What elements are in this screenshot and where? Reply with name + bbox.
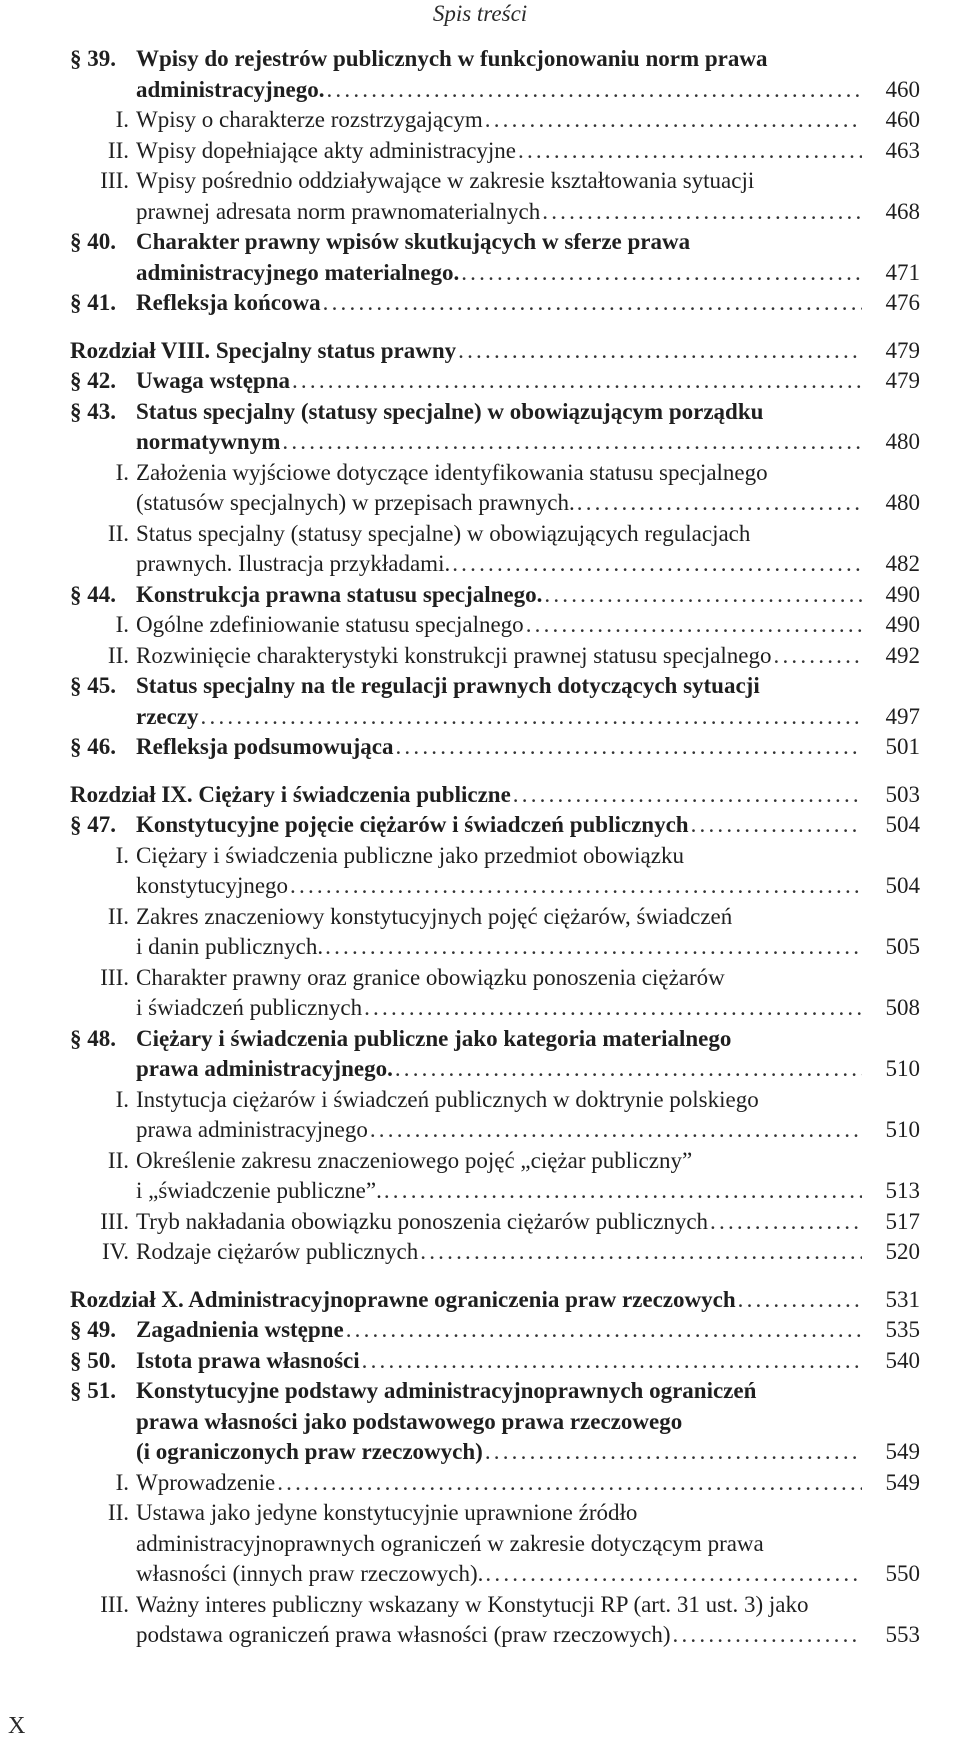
dot-leader (710, 1207, 862, 1238)
table-of-contents (70, 44, 920, 1651)
toc-section (70, 1315, 920, 1346)
toc-subsection (70, 105, 920, 136)
toc-entry-number: § 42. (70, 368, 116, 393)
toc-entry-number: § 48. (70, 1025, 116, 1051)
toc-subsection (70, 1237, 920, 1268)
toc-entry-title-line: prawnych. Ilustracja przykładami. (136, 551, 451, 576)
toc-entry-title-line: Ciężary i świadczenia publiczne jako przedmiot obowiązku (136, 842, 684, 868)
toc-entry-title (136, 902, 920, 963)
toc-page-number: 504 (885, 812, 920, 837)
toc-page-number: 517 (885, 1208, 920, 1234)
toc-page-number: 531 (885, 1286, 920, 1312)
toc-page-number: 510 (885, 1117, 920, 1142)
dot-leader (542, 197, 862, 228)
toc-section (70, 397, 920, 458)
toc-page-number: 460 (885, 107, 920, 132)
dot-leader (384, 1176, 862, 1207)
toc-subsection (70, 641, 920, 672)
dot-leader (485, 105, 862, 136)
toc-page-number: 550 (885, 1561, 920, 1586)
toc-subsection (70, 136, 920, 167)
toc-entry-title-line: (statusów specjalnych) w przepisach prawnych. (136, 490, 575, 515)
toc-entry-title-line: Ciężary i świadczenia publiczne jako kategoria materialnego (136, 1025, 732, 1051)
toc-entry-number: II. (107, 1147, 129, 1173)
toc-page-number: 549 (885, 1439, 920, 1464)
toc-page-number: 480 (885, 429, 920, 454)
toc-entry-title-line: Rozdział IX. Ciężary i świadczenia publiczne (70, 781, 511, 807)
toc-section (70, 44, 920, 105)
toc-entry-title (136, 641, 920, 672)
toc-page-number: 553 (885, 1622, 920, 1647)
dot-leader (485, 1559, 862, 1590)
toc-entry-title-line: Wpisy do rejestrów publicznych w funkcjonowaniu norm prawa (136, 46, 768, 71)
toc-entry-title-line: Rozdział VIII. Specjalny status prawny (70, 337, 457, 363)
toc-subsection (70, 610, 920, 641)
toc-entry-title (136, 732, 920, 763)
dot-leader (201, 702, 862, 733)
toc-entry-title-line: administracyjnoprawnych ograniczeń w zakresie dotyczącym prawa (136, 1530, 764, 1556)
toc-entry-title-line: administracyjnego materialnego. (136, 259, 460, 285)
toc-entry-title-line: Ważny interes publiczny wskazany w Konstytucji RP (art. 31 ust. 3) jako (136, 1591, 809, 1617)
toc-entry-title-line: Refleksja podsumowująca (136, 734, 394, 759)
toc-page-number: 497 (885, 703, 920, 729)
toc-entry-number: I. (115, 459, 129, 485)
toc-entry-number: § 51. (70, 1378, 116, 1403)
toc-subsection (70, 1498, 920, 1590)
toc-page-number: 490 (885, 581, 920, 607)
toc-entry-title (136, 1024, 920, 1085)
toc-entry-number: III. (100, 1208, 129, 1234)
toc-entry-number: I. (115, 612, 129, 637)
toc-entry-title-line: konstytucyjnego (136, 873, 289, 898)
toc-entry-title (136, 1085, 920, 1146)
toc-entry-title (136, 288, 920, 319)
toc-entry-title-line: Konstytucyjne pojęcie ciężarów i świadczeń publicznych (136, 812, 689, 837)
toc-entry-title-line: Uwaga wstępna (136, 368, 290, 393)
toc-entry-title (136, 610, 920, 641)
toc-chapter (70, 780, 920, 811)
toc-section (70, 1024, 920, 1085)
toc-entry-title-line: administracyjnego. (136, 76, 325, 102)
dot-leader (774, 641, 863, 672)
toc-entry-title-line: podstawa ograniczeń prawa własności (praw rzeczowych) (136, 1622, 671, 1647)
toc-subsection (70, 519, 920, 580)
toc-entry-title-line: Charakter prawny wpisów skutkujących w sferze prawa (136, 229, 691, 254)
toc-entry-title-line: Konstrukcja prawna statusu specjalnego. (136, 581, 543, 607)
toc-entry-number: I. (115, 842, 129, 868)
toc-entry-title-line: Rodzaje ciężarów publicznych (136, 1239, 419, 1264)
toc-entry-title-line: Status specjalny na tle regulacji prawnych dotyczących sytuacji (136, 673, 760, 698)
toc-page-number: 505 (885, 934, 920, 959)
dot-leader (420, 1237, 862, 1268)
toc-entry-title-line: Zakres znaczeniowy konstytucyjnych pojęć ciężarów, świadczeń (136, 903, 733, 929)
toc-entry-title-line: Wprowadzenie (136, 1469, 276, 1495)
toc-section (70, 580, 920, 611)
dot-leader (282, 427, 862, 458)
toc-subsection (70, 1468, 920, 1499)
toc-subsection (70, 1146, 920, 1207)
toc-entry-title (136, 1315, 920, 1346)
page-folio: X (8, 1713, 26, 1739)
dot-leader (370, 1115, 862, 1146)
toc-page-number: 520 (885, 1239, 920, 1264)
toc-entry-title-line: Rozwinięcie charakterystyki konstrukcji prawnej statusu specjalnego (136, 642, 772, 668)
toc-entry-title (136, 366, 920, 397)
toc-entry-title-line: Charakter prawny oraz granice obowiązku ponoszenia ciężarów (136, 964, 725, 990)
dot-leader (577, 488, 862, 519)
toc-entry-title (136, 458, 920, 519)
toc-subsection (70, 902, 920, 963)
toc-section (70, 1346, 920, 1377)
toc-entry-number: II. (107, 1500, 129, 1525)
toc-entry-title-line: Określenie zakresu znaczeniowego pojęć „ciężar publiczny” (136, 1147, 693, 1173)
toc-entry-title-line: prawnej adresata norm prawnomaterialnych (136, 198, 541, 224)
toc-entry-title (136, 841, 920, 902)
toc-page-number: 479 (885, 368, 920, 393)
toc-page-number: 463 (885, 137, 920, 163)
toc-entry-title (136, 397, 920, 458)
toc-subsection (70, 1207, 920, 1238)
toc-page-number: 510 (885, 1056, 920, 1081)
toc-entry-title (136, 1346, 920, 1377)
toc-subsection (70, 1085, 920, 1146)
toc-entry-title (136, 227, 920, 288)
toc-entry-title (70, 336, 920, 367)
toc-subsection (70, 841, 920, 902)
toc-chapter (70, 1285, 920, 1316)
toc-entry-title-line: własności (innych praw rzeczowych). (136, 1561, 484, 1586)
toc-entry-title-line: Założenia wyjściowe dotyczące identyfikowania statusu specjalnego (136, 459, 768, 485)
toc-entry-title (136, 1237, 920, 1268)
toc-entry-title (136, 105, 920, 136)
dot-leader (323, 288, 862, 319)
dot-leader (395, 1054, 862, 1085)
dot-leader (673, 1620, 862, 1651)
toc-entry-title-line: Istota prawa własności (136, 1347, 360, 1373)
toc-page-number: 471 (885, 259, 920, 285)
toc-entry-title (136, 580, 920, 611)
toc-section (70, 732, 920, 763)
dot-leader (326, 75, 862, 106)
toc-entry-title-line: Konstytucyjne podstawy administracyjnoprawnych ograniczeń (136, 1378, 757, 1403)
toc-entry-title-line: prawa własności jako podstawowego prawa rzeczowego (136, 1408, 683, 1434)
dot-leader (362, 1346, 862, 1377)
toc-entry-number: § 46. (70, 734, 116, 759)
toc-entry-number: II. (107, 903, 129, 929)
toc-entry-title-line: Refleksja końcowa (136, 290, 321, 315)
toc-section (70, 288, 920, 319)
toc-page-number: 482 (885, 551, 920, 576)
toc-entry-number: I. (115, 1469, 129, 1495)
toc-entry-title (136, 671, 920, 732)
toc-page-number: 460 (885, 76, 920, 102)
toc-entry-title (136, 1590, 920, 1651)
toc-entry-number: IV. (101, 1239, 129, 1264)
toc-entry-title (70, 780, 920, 811)
dot-leader (526, 610, 862, 641)
toc-page-number: 504 (885, 873, 920, 898)
dot-leader (513, 780, 862, 811)
toc-entry-title-line: prawa administracyjnego (136, 1117, 368, 1142)
toc-entry-number: § 41. (70, 290, 116, 315)
toc-entry-title-line: (i ograniczonych praw rzeczowych) (136, 1439, 483, 1464)
toc-page-number: 508 (885, 995, 920, 1020)
toc-section (70, 671, 920, 732)
toc-entry-title-line: rzeczy (136, 703, 199, 729)
toc-entry-title (70, 1285, 920, 1316)
toc-entry-title (136, 166, 920, 227)
dot-leader (544, 580, 862, 611)
toc-entry-title-line: Ustawa jako jedyne konstytucyjnie uprawnione źródło (136, 1500, 638, 1525)
toc-entry-title (136, 810, 920, 841)
toc-entry-number: III. (100, 964, 129, 990)
toc-entry-number: III. (100, 168, 129, 193)
toc-entry-title (136, 1376, 920, 1468)
toc-entry-title-line: Wpisy pośrednio oddziaływające w zakresie kształtowania sytuacji (136, 168, 755, 193)
toc-section (70, 810, 920, 841)
toc-entry-title-line: i świadczeń publicznych (136, 995, 363, 1020)
toc-entry-title-line: prawa administracyjnego. (136, 1056, 393, 1081)
toc-entry-number: § 49. (70, 1317, 116, 1342)
toc-entry-number: I. (115, 1086, 129, 1112)
toc-entry-number: § 47. (70, 812, 116, 837)
toc-entry-title-line: Wpisy o charakterze rozstrzygającym (136, 107, 483, 132)
toc-entry-title (136, 1498, 920, 1590)
toc-entry-title (136, 1146, 920, 1207)
dot-leader (292, 366, 862, 397)
toc-section (70, 1376, 920, 1468)
dot-leader (346, 1315, 862, 1346)
toc-subsection (70, 166, 920, 227)
toc-entry-title (136, 136, 920, 167)
toc-entry-number: § 45. (70, 673, 116, 698)
toc-entry-title-line: Tryb nakładania obowiązku ponoszenia ciężarów publicznych (136, 1208, 709, 1234)
toc-entry-title-line: i „świadczenie publiczne”. (136, 1178, 382, 1203)
toc-page-number: 503 (885, 781, 920, 807)
toc-entry-title (136, 519, 920, 580)
dot-leader (277, 1468, 862, 1499)
toc-page-number: 490 (885, 612, 920, 637)
toc-entry-number: § 44. (70, 581, 116, 607)
dot-leader (518, 136, 862, 167)
toc-entry-title-line: Instytucja ciężarów i świadczeń publicznych w doktrynie polskiego (136, 1086, 759, 1112)
toc-entry-title-line: Rozdział X. Administracyjnoprawne ograniczenia praw rzeczowych (70, 1286, 736, 1312)
dot-leader (452, 549, 862, 580)
dot-leader (485, 1437, 862, 1468)
dot-leader (691, 810, 862, 841)
toc-entry-title-line: Status specjalny (statusy specjalne) w obowiązujących regulacjach (136, 520, 751, 546)
toc-page-number: 479 (885, 337, 920, 363)
toc-page-number: 540 (885, 1347, 920, 1373)
toc-entry-number: § 40. (70, 229, 116, 254)
dot-leader (395, 732, 862, 763)
toc-page-number: 480 (885, 490, 920, 515)
toc-page-number: 476 (885, 290, 920, 315)
toc-page-number: 501 (885, 734, 920, 759)
toc-page-number: 468 (885, 198, 920, 224)
toc-entry-number: § 43. (70, 398, 116, 424)
toc-entry-number: I. (115, 107, 129, 132)
toc-entry-number: II. (107, 137, 129, 163)
toc-page-number: 549 (885, 1469, 920, 1495)
dot-leader (458, 336, 862, 367)
toc-entry-number: § 39. (70, 46, 116, 71)
toc-page-number: 492 (885, 642, 920, 668)
toc-entry-title (136, 44, 920, 105)
toc-section (70, 227, 920, 288)
toc-entry-title (136, 1207, 920, 1238)
running-head: Spis treści (432, 1, 528, 26)
toc-entry-number: II. (107, 642, 129, 668)
toc-entry-title (136, 963, 920, 1024)
toc-entry-title-line: normatywnym (136, 429, 281, 454)
toc-entry-title-line: Status specjalny (statusy specjalne) w obowiązującym porządku (136, 398, 764, 424)
dot-leader (738, 1285, 862, 1316)
dot-leader (364, 993, 862, 1024)
toc-chapter (70, 336, 920, 367)
toc-entry-title-line: Wpisy dopełniające akty administracyjne (136, 137, 517, 163)
toc-subsection (70, 1590, 920, 1651)
toc-entry-title-line: i danin publicznych. (136, 934, 324, 959)
dot-leader (461, 258, 862, 289)
toc-entry-number: III. (100, 1591, 129, 1617)
toc-subsection (70, 458, 920, 519)
toc-page-number: 513 (885, 1178, 920, 1203)
toc-section (70, 366, 920, 397)
toc-page-number: 535 (885, 1317, 920, 1342)
toc-subsection (70, 963, 920, 1024)
toc-entry-number: II. (107, 520, 129, 546)
toc-entry-title-line: Zagadnienia wstępne (136, 1317, 344, 1342)
toc-entry-title (136, 1468, 920, 1499)
dot-leader (325, 932, 862, 963)
toc-entry-number: § 50. (70, 1347, 116, 1373)
toc-entry-title-line: Ogólne zdefiniowanie statusu specjalnego (136, 612, 524, 637)
dot-leader (290, 871, 862, 902)
